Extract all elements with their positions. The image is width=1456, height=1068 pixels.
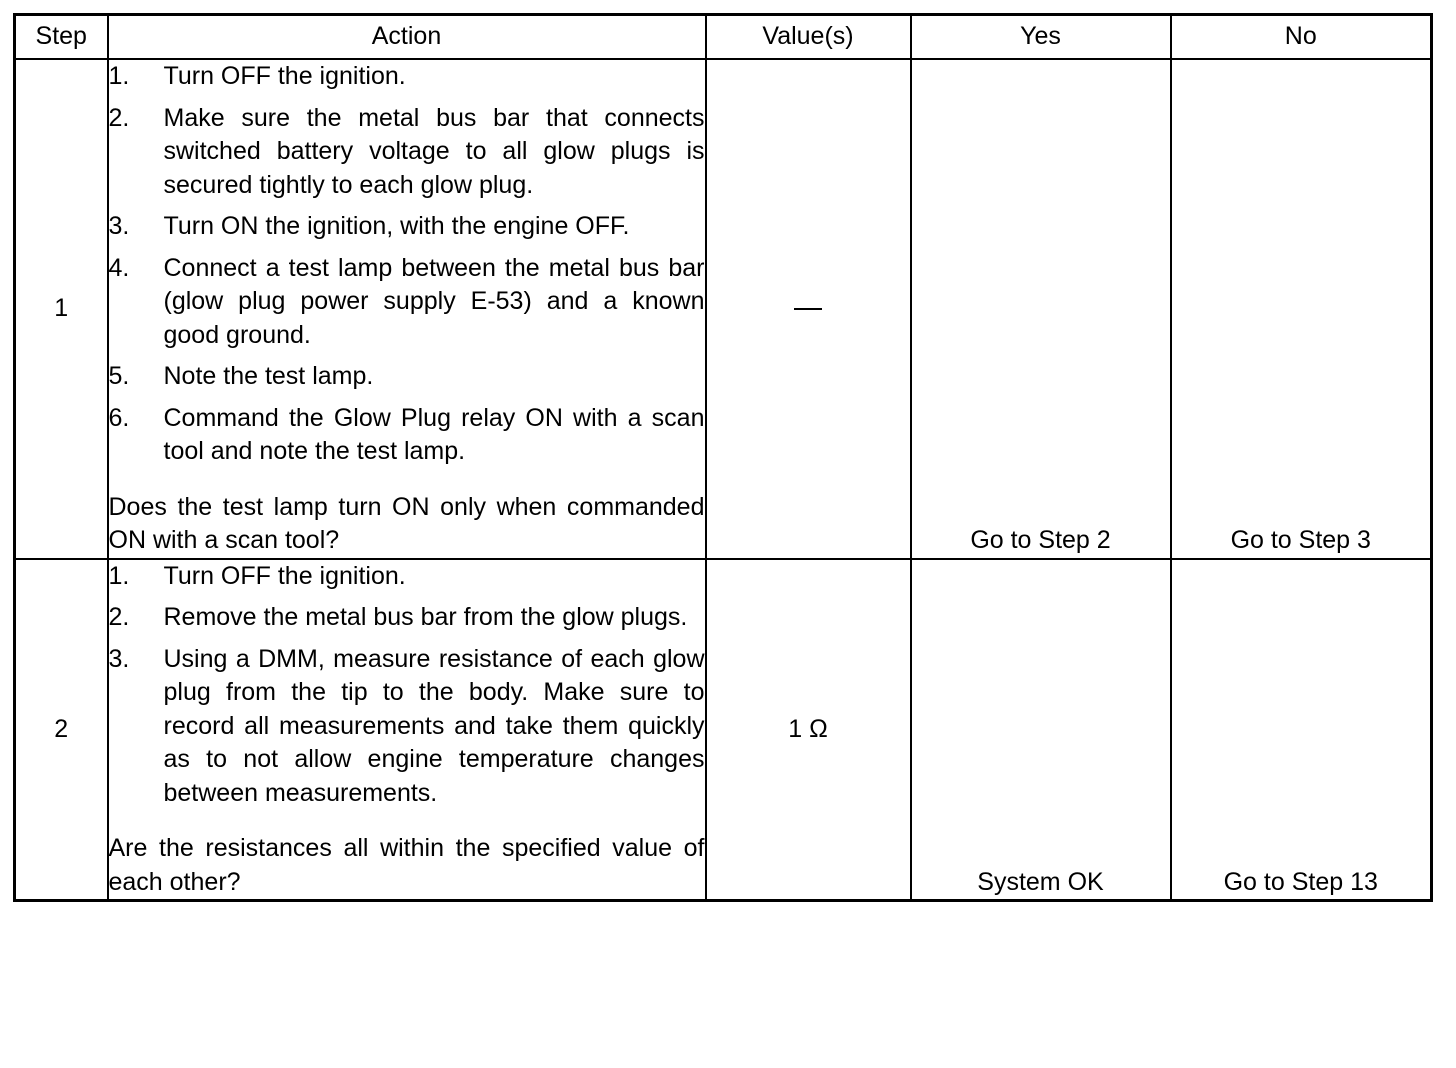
action-item-text: Make sure the metal bus bar that connects switched battery voltage to all glow plugs is secured tightly to each glow plug.	[163, 103, 705, 199]
action-item-number: 1.	[108, 62, 130, 90]
action-item-text: Turn ON the ignition, with the engine OFF.	[163, 212, 630, 240]
action-item-number: 4.	[108, 253, 130, 282]
action-list	[109, 560, 705, 811]
diagnostic-table	[13, 13, 1433, 902]
step-number: 1	[15, 59, 108, 559]
yes-result: Go to Step 2	[911, 59, 1171, 559]
table-row	[15, 59, 1432, 559]
header-action: Action	[108, 15, 706, 60]
action-item	[109, 643, 705, 811]
action-item-number: 2.	[108, 603, 130, 631]
action-item-text: Command the Glow Plug relay ON with a scan tool and note the test lamp.	[163, 403, 705, 465]
action-item-text: Turn OFF the ignition.	[163, 561, 406, 590]
action-item	[109, 210, 705, 244]
action-item-number: 5.	[108, 362, 130, 390]
action-item	[109, 601, 705, 635]
header-step: Step	[15, 15, 108, 60]
no-result: Go to Step 3	[1171, 59, 1432, 559]
value-dash	[794, 308, 822, 310]
action-cell	[108, 59, 706, 559]
header-yes: Yes	[911, 15, 1171, 60]
step-number: 2	[15, 559, 108, 901]
action-item-text: Remove the metal bus bar from the glow plugs.	[163, 603, 688, 631]
no-result: Go to Step 13	[1171, 559, 1432, 901]
action-item-number: 2.	[108, 103, 130, 132]
action-item	[109, 402, 705, 469]
action-item-number: 3.	[108, 644, 130, 673]
action-question: Are the resistances all within the specified value of each other?	[108, 834, 705, 896]
action-question: Does the test lamp turn ON only when commanded ON with a scan tool?	[108, 492, 705, 554]
action-list	[109, 60, 705, 469]
action-item-text: Connect a test lamp between the metal bus bar (glow plug power supply E-53) and a known good ground.	[163, 253, 705, 349]
action-cell	[108, 559, 706, 901]
action-item-text: Using a DMM, measure resistance of each glow plug from the tip to the body. Make sure to record all measurements and take them quickly as to not allow engine temperature changes between measurements.	[163, 644, 705, 807]
action-item-text: Turn OFF the ignition.	[163, 62, 406, 90]
action-item-number: 6.	[108, 403, 130, 432]
action-item	[109, 560, 705, 594]
action-item-number: 1.	[108, 561, 130, 590]
action-item-text: Note the test lamp.	[163, 362, 374, 390]
value-cell: 1 Ω	[706, 559, 911, 901]
header-no: No	[1171, 15, 1432, 60]
value-cell	[706, 59, 911, 559]
action-item	[109, 60, 705, 94]
header-values: Value(s)	[706, 15, 911, 60]
action-item-number: 3.	[108, 212, 130, 240]
action-item	[109, 102, 705, 203]
action-item	[109, 360, 705, 394]
header-row	[15, 15, 1432, 60]
yes-result: System OK	[911, 559, 1171, 901]
action-item	[109, 252, 705, 353]
table-row	[15, 559, 1432, 901]
